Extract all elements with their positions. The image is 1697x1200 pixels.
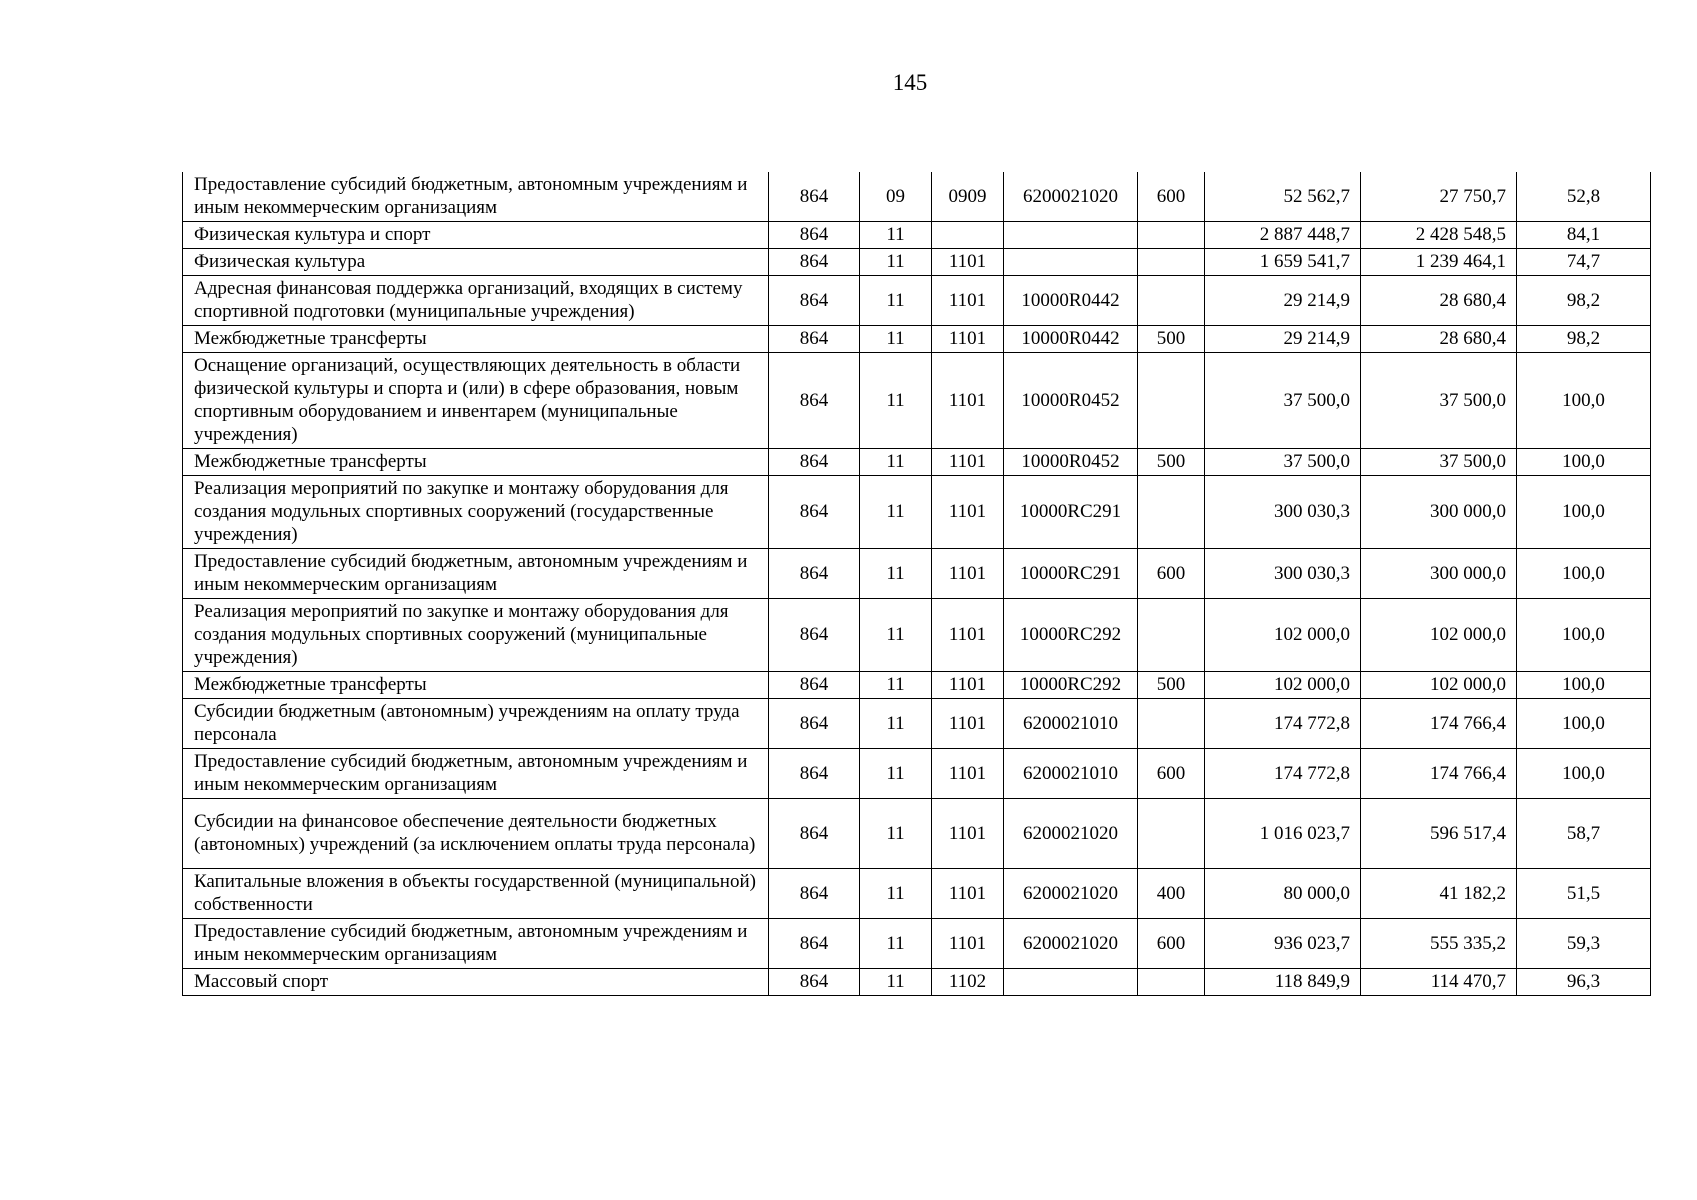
cell-section: 11 bbox=[860, 222, 932, 249]
table-row bbox=[183, 476, 1651, 549]
table-row bbox=[183, 869, 1651, 919]
table-row bbox=[183, 969, 1651, 996]
cell-expense-type: 600 bbox=[1138, 172, 1205, 222]
page-number: 145 bbox=[892, 70, 928, 95]
cell-expense-type bbox=[1138, 276, 1205, 326]
cell-executed: 27 750,7 bbox=[1361, 172, 1517, 222]
table-row bbox=[183, 799, 1651, 869]
cell-approved: 118 849,9 bbox=[1205, 969, 1361, 996]
cell-subsection: 1101 bbox=[932, 549, 1004, 599]
row-name: Предоставление субсидий бюджетным, автономным учреждениям и иным некоммерческим организациям bbox=[183, 919, 769, 969]
cell-executed: 37 500,0 bbox=[1361, 449, 1517, 476]
cell-expense-type bbox=[1138, 249, 1205, 276]
row-name: Физическая культура и спорт bbox=[183, 222, 769, 249]
cell-percent: 100,0 bbox=[1517, 699, 1651, 749]
table-row bbox=[183, 353, 1651, 449]
cell-ministry: 864 bbox=[769, 869, 860, 919]
cell-percent: 100,0 bbox=[1517, 449, 1651, 476]
cell-ministry: 864 bbox=[769, 222, 860, 249]
cell-target-article: 10000RC291 bbox=[1004, 476, 1138, 549]
cell-percent: 100,0 bbox=[1517, 353, 1651, 449]
cell-ministry: 864 bbox=[769, 919, 860, 969]
cell-target-article bbox=[1004, 249, 1138, 276]
cell-subsection: 1101 bbox=[932, 449, 1004, 476]
cell-executed: 1 239 464,1 bbox=[1361, 249, 1517, 276]
table-row bbox=[183, 599, 1651, 672]
table-row bbox=[183, 699, 1651, 749]
cell-expense-type bbox=[1138, 799, 1205, 869]
cell-approved: 102 000,0 bbox=[1205, 672, 1361, 699]
cell-expense-type: 400 bbox=[1138, 869, 1205, 919]
cell-executed: 555 335,2 bbox=[1361, 919, 1517, 969]
row-name: Физическая культура bbox=[183, 249, 769, 276]
table-row bbox=[183, 276, 1651, 326]
cell-section: 11 bbox=[860, 869, 932, 919]
budget-table bbox=[182, 172, 1651, 996]
row-name: Межбюджетные трансферты bbox=[183, 326, 769, 353]
cell-approved: 52 562,7 bbox=[1205, 172, 1361, 222]
cell-section: 11 bbox=[860, 549, 932, 599]
cell-approved: 29 214,9 bbox=[1205, 276, 1361, 326]
cell-approved: 29 214,9 bbox=[1205, 326, 1361, 353]
cell-percent: 100,0 bbox=[1517, 749, 1651, 799]
cell-section: 11 bbox=[860, 249, 932, 276]
cell-target-article: 10000R0442 bbox=[1004, 326, 1138, 353]
cell-section: 11 bbox=[860, 449, 932, 476]
cell-approved: 936 023,7 bbox=[1205, 919, 1361, 969]
cell-percent: 74,7 bbox=[1517, 249, 1651, 276]
cell-subsection: 1101 bbox=[932, 599, 1004, 672]
cell-ministry: 864 bbox=[769, 276, 860, 326]
cell-approved: 102 000,0 bbox=[1205, 599, 1361, 672]
cell-executed: 300 000,0 bbox=[1361, 549, 1517, 599]
cell-expense-type: 600 bbox=[1138, 919, 1205, 969]
cell-executed: 174 766,4 bbox=[1361, 699, 1517, 749]
cell-ministry: 864 bbox=[769, 449, 860, 476]
row-name: Предоставление субсидий бюджетным, автономным учреждениям и иным некоммерческим организациям bbox=[183, 749, 769, 799]
cell-target-article: 10000RC292 bbox=[1004, 672, 1138, 699]
cell-expense-type: 600 bbox=[1138, 749, 1205, 799]
cell-approved: 1 016 023,7 bbox=[1205, 799, 1361, 869]
cell-target-article bbox=[1004, 222, 1138, 249]
row-name: Межбюджетные трансферты bbox=[183, 672, 769, 699]
cell-subsection: 0909 bbox=[932, 172, 1004, 222]
cell-subsection: 1101 bbox=[932, 249, 1004, 276]
cell-approved: 37 500,0 bbox=[1205, 449, 1361, 476]
cell-target-article: 6200021020 bbox=[1004, 799, 1138, 869]
cell-subsection: 1101 bbox=[932, 869, 1004, 919]
table-row bbox=[183, 249, 1651, 276]
cell-expense-type bbox=[1138, 476, 1205, 549]
cell-ministry: 864 bbox=[769, 699, 860, 749]
cell-subsection: 1101 bbox=[932, 749, 1004, 799]
cell-approved: 174 772,8 bbox=[1205, 749, 1361, 799]
cell-target-article: 6200021020 bbox=[1004, 869, 1138, 919]
cell-percent: 100,0 bbox=[1517, 599, 1651, 672]
cell-ministry: 864 bbox=[769, 749, 860, 799]
row-name: Субсидии бюджетным (автономным) учреждениям на оплату труда персонала bbox=[183, 699, 769, 749]
cell-subsection: 1101 bbox=[932, 476, 1004, 549]
row-name: Реализация мероприятий по закупке и монтажу оборудования для создания модульных спортивных сооружений (муниципальные учреждения) bbox=[183, 599, 769, 672]
cell-executed: 596 517,4 bbox=[1361, 799, 1517, 869]
cell-target-article: 10000R0442 bbox=[1004, 276, 1138, 326]
cell-subsection bbox=[932, 222, 1004, 249]
cell-expense-type bbox=[1138, 699, 1205, 749]
cell-section: 11 bbox=[860, 969, 932, 996]
cell-target-article bbox=[1004, 969, 1138, 996]
cell-ministry: 864 bbox=[769, 799, 860, 869]
cell-section: 11 bbox=[860, 276, 932, 326]
cell-executed: 114 470,7 bbox=[1361, 969, 1517, 996]
row-name: Реализация мероприятий по закупке и монтажу оборудования для создания модульных спортивных сооружений (государственные учреждения) bbox=[183, 476, 769, 549]
cell-percent: 59,3 bbox=[1517, 919, 1651, 969]
cell-expense-type: 600 bbox=[1138, 549, 1205, 599]
cell-section: 11 bbox=[860, 749, 932, 799]
cell-percent: 84,1 bbox=[1517, 222, 1651, 249]
cell-target-article: 6200021020 bbox=[1004, 172, 1138, 222]
cell-section: 11 bbox=[860, 672, 932, 699]
cell-approved: 300 030,3 bbox=[1205, 476, 1361, 549]
cell-percent: 96,3 bbox=[1517, 969, 1651, 996]
cell-subsection: 1101 bbox=[932, 919, 1004, 969]
cell-subsection: 1101 bbox=[932, 672, 1004, 699]
row-name: Предоставление субсидий бюджетным, автономным учреждениям и иным некоммерческим организациям bbox=[183, 549, 769, 599]
cell-expense-type bbox=[1138, 353, 1205, 449]
cell-approved: 2 887 448,7 bbox=[1205, 222, 1361, 249]
row-name: Массовый спорт bbox=[183, 969, 769, 996]
cell-target-article: 10000RC292 bbox=[1004, 599, 1138, 672]
cell-expense-type bbox=[1138, 222, 1205, 249]
cell-ministry: 864 bbox=[769, 249, 860, 276]
cell-percent: 52,8 bbox=[1517, 172, 1651, 222]
table-row bbox=[183, 749, 1651, 799]
cell-section: 09 bbox=[860, 172, 932, 222]
cell-ministry: 864 bbox=[769, 353, 860, 449]
row-name: Капитальные вложения в объекты государственной (муниципальной) собственности bbox=[183, 869, 769, 919]
cell-approved: 37 500,0 bbox=[1205, 353, 1361, 449]
table-row bbox=[183, 222, 1651, 249]
cell-section: 11 bbox=[860, 699, 932, 749]
cell-approved: 300 030,3 bbox=[1205, 549, 1361, 599]
cell-target-article: 6200021010 bbox=[1004, 749, 1138, 799]
cell-ministry: 864 bbox=[769, 172, 860, 222]
cell-subsection: 1101 bbox=[932, 326, 1004, 353]
row-name: Оснащение организаций, осуществляющих деятельность в области физической культуры и спорта и (или) в сфере образования, новым спортивным оборудованием и инвентарем (муниципальные учреждения) bbox=[183, 353, 769, 449]
cell-ministry: 864 bbox=[769, 549, 860, 599]
cell-expense-type: 500 bbox=[1138, 326, 1205, 353]
table-row bbox=[183, 919, 1651, 969]
cell-percent: 98,2 bbox=[1517, 326, 1651, 353]
cell-ministry: 864 bbox=[769, 599, 860, 672]
cell-percent: 58,7 bbox=[1517, 799, 1651, 869]
cell-executed: 41 182,2 bbox=[1361, 869, 1517, 919]
cell-executed: 28 680,4 bbox=[1361, 326, 1517, 353]
cell-executed: 37 500,0 bbox=[1361, 353, 1517, 449]
cell-executed: 28 680,4 bbox=[1361, 276, 1517, 326]
row-name: Субсидии на финансовое обеспечение деятельности бюджетных (автономных) учреждений (за исключением оплаты труда персонала) bbox=[183, 799, 769, 869]
cell-approved: 1 659 541,7 bbox=[1205, 249, 1361, 276]
cell-target-article: 6200021020 bbox=[1004, 919, 1138, 969]
cell-section: 11 bbox=[860, 476, 932, 549]
cell-expense-type bbox=[1138, 969, 1205, 996]
cell-percent: 98,2 bbox=[1517, 276, 1651, 326]
cell-percent: 51,5 bbox=[1517, 869, 1651, 919]
row-name: Адресная финансовая поддержка организаций, входящих в систему спортивной подготовки (муниципальные учреждения) bbox=[183, 276, 769, 326]
cell-target-article: 6200021010 bbox=[1004, 699, 1138, 749]
row-name: Межбюджетные трансферты bbox=[183, 449, 769, 476]
cell-subsection: 1101 bbox=[932, 799, 1004, 869]
cell-approved: 80 000,0 bbox=[1205, 869, 1361, 919]
cell-expense-type: 500 bbox=[1138, 449, 1205, 476]
cell-target-article: 10000R0452 bbox=[1004, 353, 1138, 449]
cell-target-article: 10000RC291 bbox=[1004, 549, 1138, 599]
cell-approved: 174 772,8 bbox=[1205, 699, 1361, 749]
cell-target-article: 10000R0452 bbox=[1004, 449, 1138, 476]
cell-ministry: 864 bbox=[769, 969, 860, 996]
cell-executed: 102 000,0 bbox=[1361, 672, 1517, 699]
table-row bbox=[183, 672, 1651, 699]
table-row bbox=[183, 549, 1651, 599]
cell-subsection: 1102 bbox=[932, 969, 1004, 996]
cell-section: 11 bbox=[860, 326, 932, 353]
cell-ministry: 864 bbox=[769, 476, 860, 549]
cell-section: 11 bbox=[860, 353, 932, 449]
cell-section: 11 bbox=[860, 799, 932, 869]
cell-executed: 2 428 548,5 bbox=[1361, 222, 1517, 249]
cell-executed: 174 766,4 bbox=[1361, 749, 1517, 799]
cell-executed: 102 000,0 bbox=[1361, 599, 1517, 672]
cell-percent: 100,0 bbox=[1517, 549, 1651, 599]
table-row bbox=[183, 449, 1651, 476]
cell-expense-type: 500 bbox=[1138, 672, 1205, 699]
cell-section: 11 bbox=[860, 919, 932, 969]
cell-percent: 100,0 bbox=[1517, 476, 1651, 549]
cell-ministry: 864 bbox=[769, 672, 860, 699]
cell-percent: 100,0 bbox=[1517, 672, 1651, 699]
row-name: Предоставление субсидий бюджетным, автономным учреждениям и иным некоммерческим организациям bbox=[183, 172, 769, 222]
cell-subsection: 1101 bbox=[932, 276, 1004, 326]
table-row bbox=[183, 172, 1651, 222]
cell-executed: 300 000,0 bbox=[1361, 476, 1517, 549]
table-row bbox=[183, 326, 1651, 353]
cell-ministry: 864 bbox=[769, 326, 860, 353]
cell-expense-type bbox=[1138, 599, 1205, 672]
cell-subsection: 1101 bbox=[932, 699, 1004, 749]
cell-section: 11 bbox=[860, 599, 932, 672]
cell-subsection: 1101 bbox=[932, 353, 1004, 449]
